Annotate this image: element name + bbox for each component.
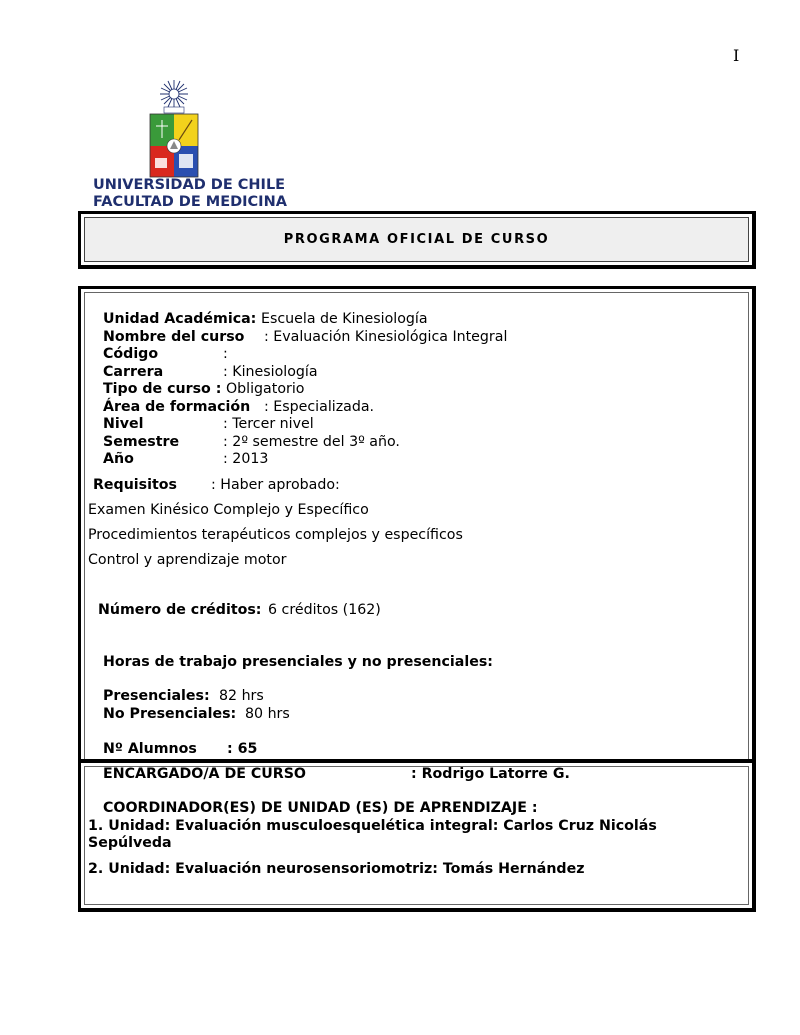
page-title: PROGRAMA OFICIAL DE CURSO [283,232,550,247]
area-formacion-value: : Especializada. [264,399,375,415]
requisito-item: Examen Kinésico Complejo y Específico [88,502,369,518]
semestre-label: Semestre [103,434,180,450]
anio-value: : 2013 [223,451,269,467]
shield-icon [150,114,198,177]
requisito-item: Control y aprendizaje motor [88,552,287,568]
creditos-label: Número de créditos: [98,602,262,618]
codigo-value: : [223,346,228,362]
unidad-2: 2. Unidad: Evaluación neurosensoriomotriz: Tomás Hernández [88,861,585,877]
tipo-curso-label: Tipo de curso : [103,381,222,397]
encargado-label: ENCARGADO/A DE CURSO [103,766,306,782]
anio-label: Año [103,451,134,467]
title-box-inner [84,217,749,262]
course-staff-box-inner [84,766,749,905]
horas-heading: Horas de trabajo presenciales y no presenciales: [103,654,493,670]
unidad-1-line-1: 1. Unidad: Evaluación musculoesquelética integral: Carlos Cruz Nicolás [88,818,657,834]
nivel-label: Nivel [103,416,144,432]
presenciales-value: 82 hrs [219,688,264,704]
carrera-label: Carrera [103,364,164,380]
unidad-academica-label: Unidad Académica: [103,311,257,327]
title-box [78,211,756,269]
presenciales-label: Presenciales: [103,688,210,704]
requisitos-value: : Haber aprobado: [211,477,340,493]
creditos-value: 6 créditos (162) [268,602,381,618]
requisito-item: Procedimientos terapéuticos complejos y específicos [88,527,463,543]
semestre-value: : 2º semestre del 3º año. [223,434,400,450]
area-formacion-label: Área de formación [103,399,251,415]
alumnos-value: : 65 [227,741,258,757]
encargado-value: : Rodrigo Latorre G. [411,766,570,782]
unidad-academica-value: Escuela de Kinesiología [261,311,428,327]
carrera-value: : Kinesiología [223,364,318,380]
no-presenciales-value: 80 hrs [245,706,290,722]
codigo-label: Código [103,346,159,362]
nivel-value: : Tercer nivel [223,416,314,432]
unidad-1-line-2: Sepúlveda [88,835,172,851]
tipo-curso-value: Obligatorio [226,381,305,397]
university-crest-logo [148,78,200,178]
no-presenciales-label: No Presenciales: [103,706,237,722]
requisitos-label: Requisitos [93,477,177,493]
faculty-name: FACULTAD DE MEDICINA [93,194,287,210]
alumnos-label: Nº Alumnos [103,741,197,757]
coordinadores-heading: COORDINADOR(ES) DE UNIDAD (ES) DE APRENDIZAJE : [103,800,538,816]
nombre-curso-value: : Evaluación Kinesiológica Integral [264,329,508,345]
university-name: UNIVERSIDAD DE CHILE [93,177,286,193]
university-header [93,177,287,211]
page-number: I [733,46,740,65]
nombre-curso-label: Nombre del curso [103,329,245,345]
